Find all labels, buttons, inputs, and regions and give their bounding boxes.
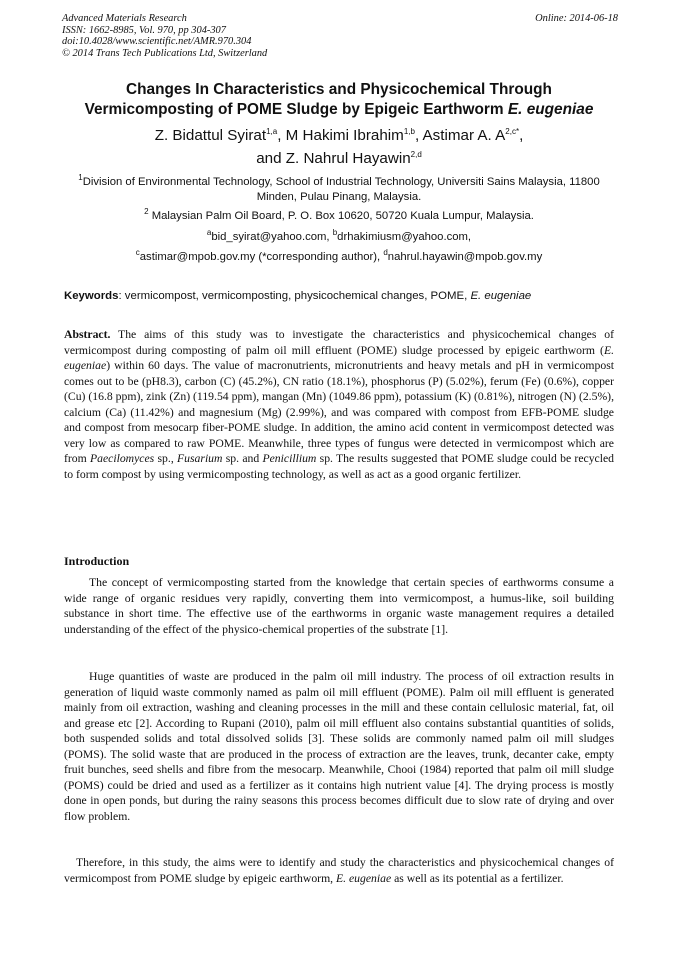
intro-paragraph-3: Therefore, in this study, the aims were to identify and study the characteristics and physicochemical changes of vermicompost from POME sludge by epigeic earthworm, E. eugeniae as well as its potential as a fertilizer. xyxy=(64,856,614,885)
email-link[interactable]: bid_syirat@yahoo.com, xyxy=(211,231,333,243)
author-emails xyxy=(60,227,618,267)
author-list xyxy=(60,124,618,170)
author-name: , M Hakimi Ibrahim xyxy=(277,127,404,144)
journal-name: Advanced Materials Research xyxy=(62,13,187,24)
title-species: E. eugeniae xyxy=(507,100,594,118)
email-line-2: $^c$astimar@mpob.gov.my (*corresponding author), $^d$nahrul.hayawin@mpob.gov.my xyxy=(135,248,543,263)
email-link[interactable]: drhakimiusm@yahoo.com, xyxy=(337,231,472,243)
email-link[interactable]: nahrul.hayawin@mpob.gov.my xyxy=(387,251,543,263)
intro-paragraph-1: The concept of vermicomposting started from the knowledge that certain species of earthworms consume a wide range of organic residues very rapidly, converting them into vermicompost, a humus-like, soil building substance in short time. The effective use of the earthworms in organic waste management requires a detailed understanding of the effect of the physico-chemical properties of the substrate [1]. xyxy=(64,576,614,636)
author-name: and Z. Nahrul Hayawin xyxy=(256,150,411,167)
email-link[interactable]: astimar@mpob.gov.my (*corresponding author), xyxy=(139,251,384,263)
online-date: Online: 2014-06-18 xyxy=(535,13,618,24)
affiliation-2: $^2$ Malaysian Palm Oil Board, P. O. Box 10620, 50720 Kuala Lumpur, Malaysia. xyxy=(144,207,534,222)
doi: doi:10.4028/www.scientific.net/AMR.970.304 xyxy=(62,36,252,48)
author-name: , Astimar A. A xyxy=(414,127,506,144)
journal-header xyxy=(62,13,618,59)
title-line-1: Changes In Characteristics and Physicochemical Through xyxy=(126,81,552,98)
abstract: Abstract. The aims of this study was to investigate the characteristics and physicochemical changes of vermicompost during composting of palm oil mill effluent (POME) sludge processed by epigeic earthworm (E. eugeniae) within 60 days. The value of macronutrients, micronutrients and heavy metals and pH in vermicompost comes out to be (pH8.3), carbon (C) (45.2%), CN ratio (18.1%), phosphorus (P) (5.02%), ferum (Fe) (0.6%), copper (Cu) (16.8 ppm), zink (Zn) (119.54 ppm), mangan (Mn) (1049.86 ppm), potassium (K) (0.81%), nitrogen (N) (2.5%), calcium (Ca) (11.42%) and magnesium (Mg) (2.99%), and was compared with compost from EFB-POME sludge and compost from mesocarp fiber-POME sludge. In addition, the amino acid content in vermicompost detected was very low as compared to raw POME. Meanwhile, three types of fungus were detected in vermicompost which are from Paecilomyces sp., Fusarium sp. and Penicillium sp. The results suggested that POME sludge could be recycled to form compost by using vermicomposting technology, as well as act as a good organic fertilizer. xyxy=(64,328,614,481)
keywords: Keywords: vermicompost, vermicomposting, physicochemical changes, POME, E. eugeniae xyxy=(64,290,532,302)
author-line-2: and Z. Nahrul Hayawin$^{2,d}$ xyxy=(256,149,422,167)
section-heading: Introduction xyxy=(64,554,130,568)
abstract-label: Abstract. xyxy=(64,328,111,341)
copyright: © 2014 Trans Tech Publications Ltd, Switzerland xyxy=(62,47,268,59)
email-line-1: $^a$bid_syirat@yahoo.com, $^b$drhakimiusm@yahoo.com, xyxy=(206,228,472,243)
title-line-2: Vermicomposting of POME Sludge by Epigeic Earthworm E. eugeniae xyxy=(84,100,594,118)
author-name: Z. Bidattul Syirat xyxy=(154,127,267,144)
affiliation-1: $^1$Division of Environmental Technology, School of Industrial Technology, Universiti Sains Malaysia, 11800 Minden, Pulau Pinang, Malaysia. xyxy=(78,173,600,203)
paper-title xyxy=(60,80,618,119)
intro-paragraph-2: Huge quantities of waste are produced in the palm oil mill industry. The process of oil extraction results in generation of liquid waste commonly named as palm oil mill effluent (POME). Palm oil mill effluent is generated mainly from oil extraction, washing and cleaning processes in the mill and these contain cellulosic material, fat, oil and grease etc [2]. According to Rupani (2010), palm oil mill effluent also contains substantial quantities of solids, both suspended solids and total dissolved solids [3]. These solids are commonly named palm oil mill sludges (POMS). The solid waste that are produced in the process of extraction are the leaves, trunk, decanter cake, empty fruit bunches, seed shells and fibre from the mesocarp. Meanwhile, Chooi (1984) reported that palm oil mill sludge (POMS) could be dried and used as a fertilizer as it contains high nutrient value [4]. The drying process is mostly done in open ponds, but during the rainy seasons this process becomes difficult due to slow rate of drying and over flow problem. xyxy=(64,670,614,823)
author-line-1: Z. Bidattul Syirat$^{1,a}$, M Hakimi Ibrahim$^{1,b}$, Astimar A. $A^{2,c*}$, xyxy=(154,126,524,144)
issn: ISSN: 1662-8985, Vol. 970, pp 304-307 xyxy=(62,24,226,36)
keywords-label: Keywords xyxy=(64,290,119,302)
